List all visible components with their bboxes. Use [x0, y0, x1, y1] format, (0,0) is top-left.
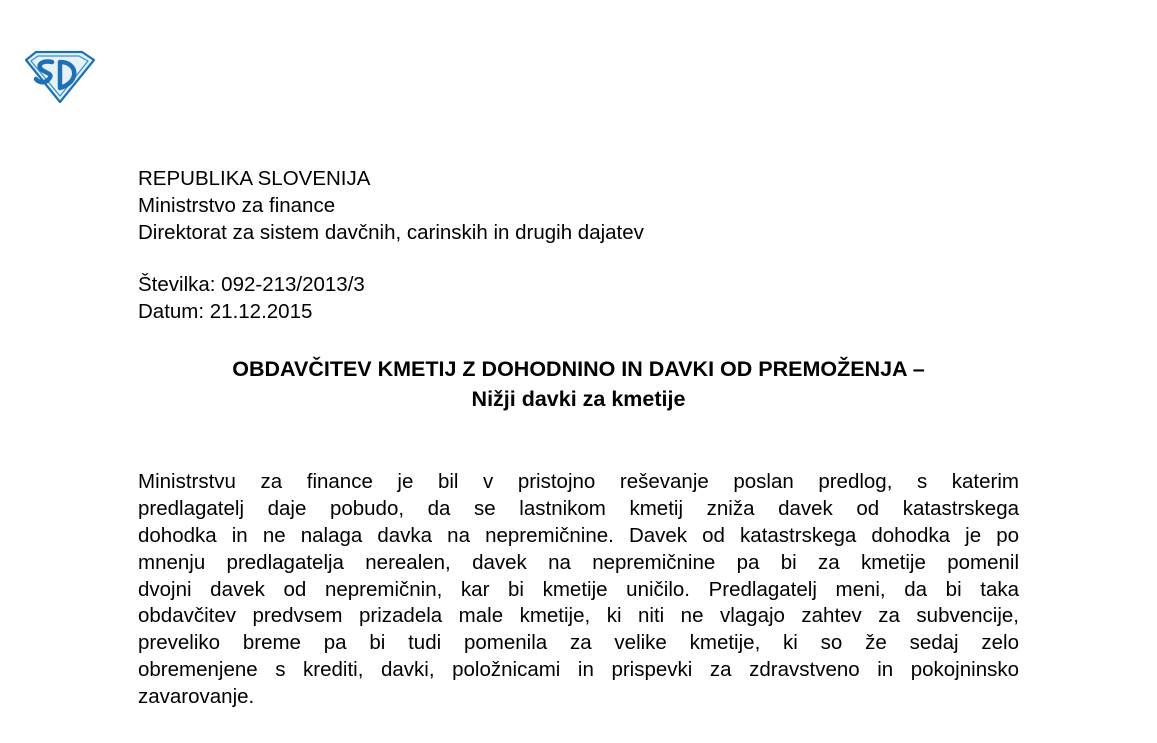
- paragraph-line: obremenjene s krediti, davki, položnicami in prispevki za zdravstveno in pokojninsko: [138, 658, 1019, 682]
- title-line-1: OBDAVČITEV KMETIJ Z DOHODNINO IN DAVKI OD PREMOŽENJA –: [232, 357, 925, 381]
- document-number: Številka: 092-213/2013/3: [138, 273, 365, 296]
- sd-logo-icon: [22, 48, 96, 104]
- country-name: REPUBLIKA SLOVENIJA: [138, 167, 371, 190]
- document-title: [138, 354, 1019, 414]
- paragraph-line: obdavčitev predvsem prizadela male kmetije, ki niti ne vlagajo zahtev za subvencije,: [138, 604, 1019, 628]
- ministry-name: Ministrstvo za finance: [138, 194, 336, 217]
- paragraph-line: zavarovanje.: [138, 685, 255, 709]
- paragraph-line: dvojni davek od nepremičnin, kar bi kmetije uničilo. Predlagatelj meni, da bi taka: [138, 577, 1019, 601]
- reference-block: [138, 271, 365, 325]
- paragraph-line: predlagatelj daje pobudo, da se lastnikom kmetij zniža davek od katastrskega: [138, 496, 1019, 520]
- paragraph-line: dohodka in ne nalaga davka na nepremičnine. Davek od katastrskega dohodka je po: [138, 523, 1019, 547]
- paragraph-line: mnenju predlagatelja nerealen, davek na nepremičnine pa bi za kmetije pomenil: [138, 550, 1019, 574]
- header-block: [138, 165, 644, 246]
- body-paragraph: [138, 469, 1019, 711]
- paragraph-line: Ministrstvu za finance je bil v pristojno reševanje poslan predlog, s katerim: [138, 470, 1019, 493]
- title-line-2: Nižji davki za kmetije: [471, 387, 686, 411]
- paragraph-line: preveliko breme pa bi tudi pomenila za velike kmetije, ki so že sedaj zelo: [138, 631, 1019, 655]
- directorate-name: Direktorat za sistem davčnih, carinskih in drugih dajatev: [138, 221, 644, 244]
- document-date: Datum: 21.12.2015: [138, 300, 313, 323]
